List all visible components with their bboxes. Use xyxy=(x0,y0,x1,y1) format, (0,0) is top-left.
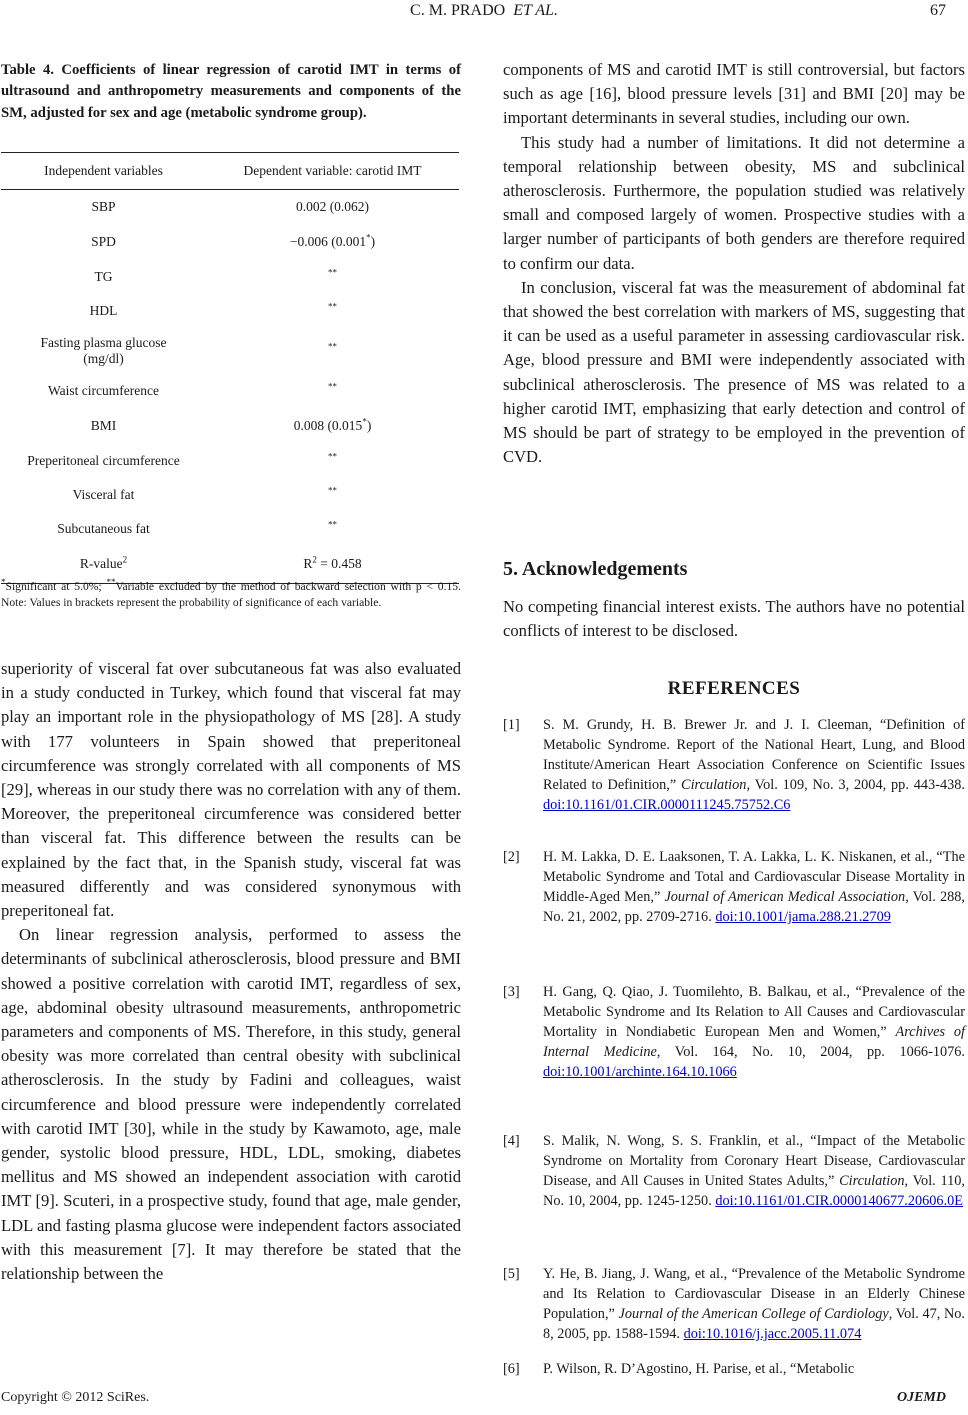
table-header-row xyxy=(1,153,459,190)
acknowledgements-text: No competing financial interest exists. The authors have no potential conflicts of interest to be disclosed. xyxy=(503,597,965,641)
excluded-mark: ** xyxy=(328,267,337,277)
footnote-text: Significant at 5.0%; xyxy=(5,580,107,593)
table-cell-value xyxy=(206,260,459,294)
table-cell-variable: SBP xyxy=(91,198,116,214)
reference-text: H. M. Lakka, D. E. Laaksonen, T. A. Lakka, L. K. Niskanen, et al., “The Metabolic Syndrome and Total and Cardiovascular Disease Mortality in Middle-Aged Men,” xyxy=(543,849,965,905)
excluded-mark: ** xyxy=(328,381,337,391)
table-row xyxy=(1,546,459,584)
reference-journal: Archives of Internal Medicine xyxy=(543,1023,965,1060)
reference-journal: Circulation xyxy=(681,776,747,793)
table-cell-variable: Subcutaneous fat xyxy=(57,520,150,536)
superscript: 2 xyxy=(122,554,128,565)
running-header xyxy=(0,2,968,20)
significance-mark: * xyxy=(366,232,371,242)
reference-number: [1] xyxy=(503,717,520,733)
table-cell-variable xyxy=(1,546,206,584)
table-header-cell: Independent variables xyxy=(1,153,206,190)
table-row xyxy=(1,512,459,546)
excluded-mark: ** xyxy=(328,519,337,529)
table-cell-variable: BMI xyxy=(90,417,117,433)
journal-footer: OJEMD xyxy=(896,1390,946,1405)
paragraph: On linear regression analysis, performed to assess the determinants of subclinical atherosclerosis, blood pressure and BMI showed a positive correlation with carotid IMT, regardless of sex, age, abdominal obesity ultrasound measurements, anthropometric parameters and components of MS. Therefore, in this study, general obesity was more correlated than central obesity with subclinical atherosclerosis. In the study by Fadini and colleagues, waist circumference and blood pressure were independently correlated with carotid IMT [30], while in the study by Kawamoto, age, male gender, systolic blood pressure, HDL, LDL, smoking, diabetes mellitus and MS showed an independent association with carotid IMT [9]. Scuteri, in a prospective study, found that age, male gender, LDL and fasting plasma glucose were independent factors associated with this measurement [7]. It may therefore be stated that the relationship between the xyxy=(1,925,461,1284)
reference-item xyxy=(503,1132,965,1212)
copyright-footer: Copyright © 2012 SciRes. xyxy=(1,1390,150,1405)
reference-text: S. M. Grundy, H. B. Brewer Jr. and J. I. Cleeman, “Definition of Metabolic Syndrome. Report of the National Heart, Lung, and Blood Institute/American Heart Association Conference on Scientific Issues Related to Definition,” xyxy=(543,717,965,793)
value-tail: ) xyxy=(366,417,372,433)
table-cell-variable: Visceral fat xyxy=(72,486,135,502)
reference-journal: Journal of American Medical Association xyxy=(664,888,906,905)
section-heading: 5. Acknowledgements xyxy=(503,558,688,580)
reference-text: Y. He, B. Jiang, J. Wang, et al., “Prevalence of the Metabolic Syndrome and Its Relation to Cardiovascular Disease in an Elderly Chinese Population,” xyxy=(543,1266,965,1322)
paragraph: This study had a number of limitations. It did not determine a temporal relationship between obesity, MS and subclinical atherosclerosis. Furthermore, the population studied was relatively small and composed largely of women. Prospective studies with a larger number of participants of both genders are therefore required to confirm our data. xyxy=(503,132,965,273)
table-cell-value xyxy=(206,512,459,546)
reference-item xyxy=(503,716,965,816)
table-cell-variable: TG xyxy=(94,268,113,284)
page-number: 67 xyxy=(930,2,946,19)
acknowledgements-section xyxy=(503,558,965,643)
table-cell-value xyxy=(206,374,459,408)
footnote-mark: * xyxy=(1,577,6,588)
table-row xyxy=(1,294,459,328)
reference-text: P. Wilson, R. D’Agostino, H. Parise, et al., “Metabolic xyxy=(543,1361,855,1377)
reference-number: [4] xyxy=(503,1133,520,1149)
doi-link[interactable]: doi:10.1001/archinte.164.10.1066 xyxy=(543,1063,737,1080)
table-caption: Table 4. Coefficients of linear regression of carotid IMT in terms of ultrasound and anthropometry measurements and components of the SM, adjusted for sex and age (metabolic syndrome group). xyxy=(1,62,461,121)
reference-number: [6] xyxy=(503,1361,520,1377)
table-row xyxy=(1,190,459,224)
table-caption-block xyxy=(1,60,461,124)
excluded-mark: ** xyxy=(328,301,337,311)
table-row xyxy=(1,478,459,512)
reference-details: , Vol. 164, No. 10, 2004, pp. 1066-1076. xyxy=(656,1043,965,1060)
table-row xyxy=(1,224,459,260)
table-cell-value xyxy=(206,328,459,374)
reference-text: S. Malik, N. Wong, S. S. Franklin, et al., “Impact of the Metabolic Syndrome on Mortality from Coronary Heart Disease, Cardiovascular Disease, and All Causes in United States Adults,” xyxy=(543,1133,965,1189)
reference-journal: Journal of the American College of Cardiology xyxy=(618,1305,889,1322)
table-cell-value xyxy=(206,224,459,260)
r-value-label: R-value xyxy=(79,556,123,572)
table-cell-value xyxy=(206,408,459,444)
paragraph: components of MS and carotid IMT is still controversial, but factors such as age [16], blood pressure levels [31] and BMI [20] may be important determinants in several studies, including our own. xyxy=(503,60,965,128)
header-author: C. M. PRADO xyxy=(410,2,506,19)
paragraph: In conclusion, visceral fat was the measurement of abdominal fat that showed the best correlation with markers of MS, suggesting that it can be used as a useful parameter in assessing cardiovascular risk. Age, blood pressure and BMI were independently associated with subclinical atherosclerosis. The presence of MS was related to a higher carotid IMT, emphasizing that early detection and control of MS should be part of strategy to be employed in the prevention of CVD. xyxy=(503,277,965,467)
reference-item xyxy=(503,848,965,928)
references-heading: REFERENCES xyxy=(667,678,801,699)
table-cell-value xyxy=(206,444,459,478)
reference-journal: Circulation xyxy=(839,1172,905,1189)
footnote-mark: ** xyxy=(106,577,116,588)
table-cell-value xyxy=(206,546,459,584)
reference-details: , Vol. 288, No. 21, 2002, pp. 2709-2716. xyxy=(543,888,965,925)
left-body xyxy=(1,657,461,1286)
superscript: 2 xyxy=(312,554,317,565)
table-footnote xyxy=(1,579,461,611)
excluded-mark: ** xyxy=(328,451,337,461)
reference-number: [5] xyxy=(503,1266,520,1282)
table-cell-value xyxy=(206,478,459,512)
reference-item xyxy=(503,1265,965,1345)
value-text: −0.006 (0.001 xyxy=(289,233,367,249)
value-text: 0.008 (0.015 xyxy=(293,417,363,433)
reference-details: , Vol. 47, No. 8, 2005, pp. 1588-1594. xyxy=(543,1305,965,1342)
reference-details: , Vol. 109, No. 3, 2004, pp. 443-438. xyxy=(746,776,965,793)
reference-number: [3] xyxy=(503,984,520,1000)
table-cell-variable: HDL xyxy=(89,302,118,318)
table-cell-variable: Fasting plasma glucose (mg/dl) xyxy=(40,334,167,366)
doi-link[interactable]: doi:10.1016/j.jacc.2005.11.074 xyxy=(683,1325,862,1342)
excluded-mark: ** xyxy=(328,341,337,351)
footnote-text: Variable excluded by the method of backward selection with p < 0.15. Note: Values in brackets represent the probability of significance of each variable. xyxy=(1,580,461,609)
table-row xyxy=(1,408,459,444)
excluded-mark: ** xyxy=(328,485,337,495)
reference-item xyxy=(503,1360,965,1380)
doi-link[interactable]: doi:10.1161/01.CIR.0000111245.75752.C6 xyxy=(543,796,791,813)
reference-details: , Vol. 110, No. 10, 2004, pp. 1245-1250. xyxy=(543,1172,965,1209)
paragraph: superiority of visceral fat over subcutaneous fat was also evaluated in a study conducted in Turkey, which found that visceral fat may play an important role in the physiopathology of MS [28]. A study with 177 volunteers in Spain showed that preperitoneal circumference was strongly correlated with all components of MS [29], whereas in our study there was no correlation with any of them. Moreover, the preperitoneal circumference was considered better than visceral fat. This difference between the results can be explained by the fact that, in the Spanish study, visceral fat was measured differently and was considered synonymous with preperitoneal fat. xyxy=(1,659,461,921)
reference-item xyxy=(503,983,965,1083)
reference-number: [2] xyxy=(503,849,520,865)
table-cell-variable: Waist circumference xyxy=(48,382,159,398)
value-tail: ) xyxy=(370,233,376,249)
table-row xyxy=(1,260,459,294)
reference-text: H. Gang, Q. Qiao, J. Tuomilehto, B. Balkau, et al., “Prevalence of the Metabolic Syndrome and Its Relation to All Causes and Cardiovascular Mortality in Nondiabetic European Men and Women,” xyxy=(543,984,965,1040)
table-cell-variable: Preperitoneal circumference xyxy=(27,452,180,468)
right-body xyxy=(503,58,965,469)
table-cell-value xyxy=(206,294,459,328)
doi-link[interactable]: doi:10.1161/01.CIR.0000140677.20606.0E xyxy=(715,1192,964,1209)
table-cell-variable: SPD xyxy=(91,233,116,249)
regression-table xyxy=(1,152,459,584)
table-row xyxy=(1,328,459,374)
value-text: R xyxy=(303,556,313,572)
header-etal: ET AL. xyxy=(513,2,558,19)
references-heading-block xyxy=(503,678,965,700)
value-tail: = 0.458 xyxy=(316,556,362,572)
table-cell-value: 0.002 (0.062) xyxy=(295,198,370,214)
significance-mark: * xyxy=(362,416,367,426)
table-row xyxy=(1,444,459,478)
doi-link[interactable]: doi:10.1001/jama.288.21.2709 xyxy=(715,908,891,925)
table-header-cell: Dependent variable: carotid IMT xyxy=(206,153,459,190)
table-row xyxy=(1,374,459,408)
